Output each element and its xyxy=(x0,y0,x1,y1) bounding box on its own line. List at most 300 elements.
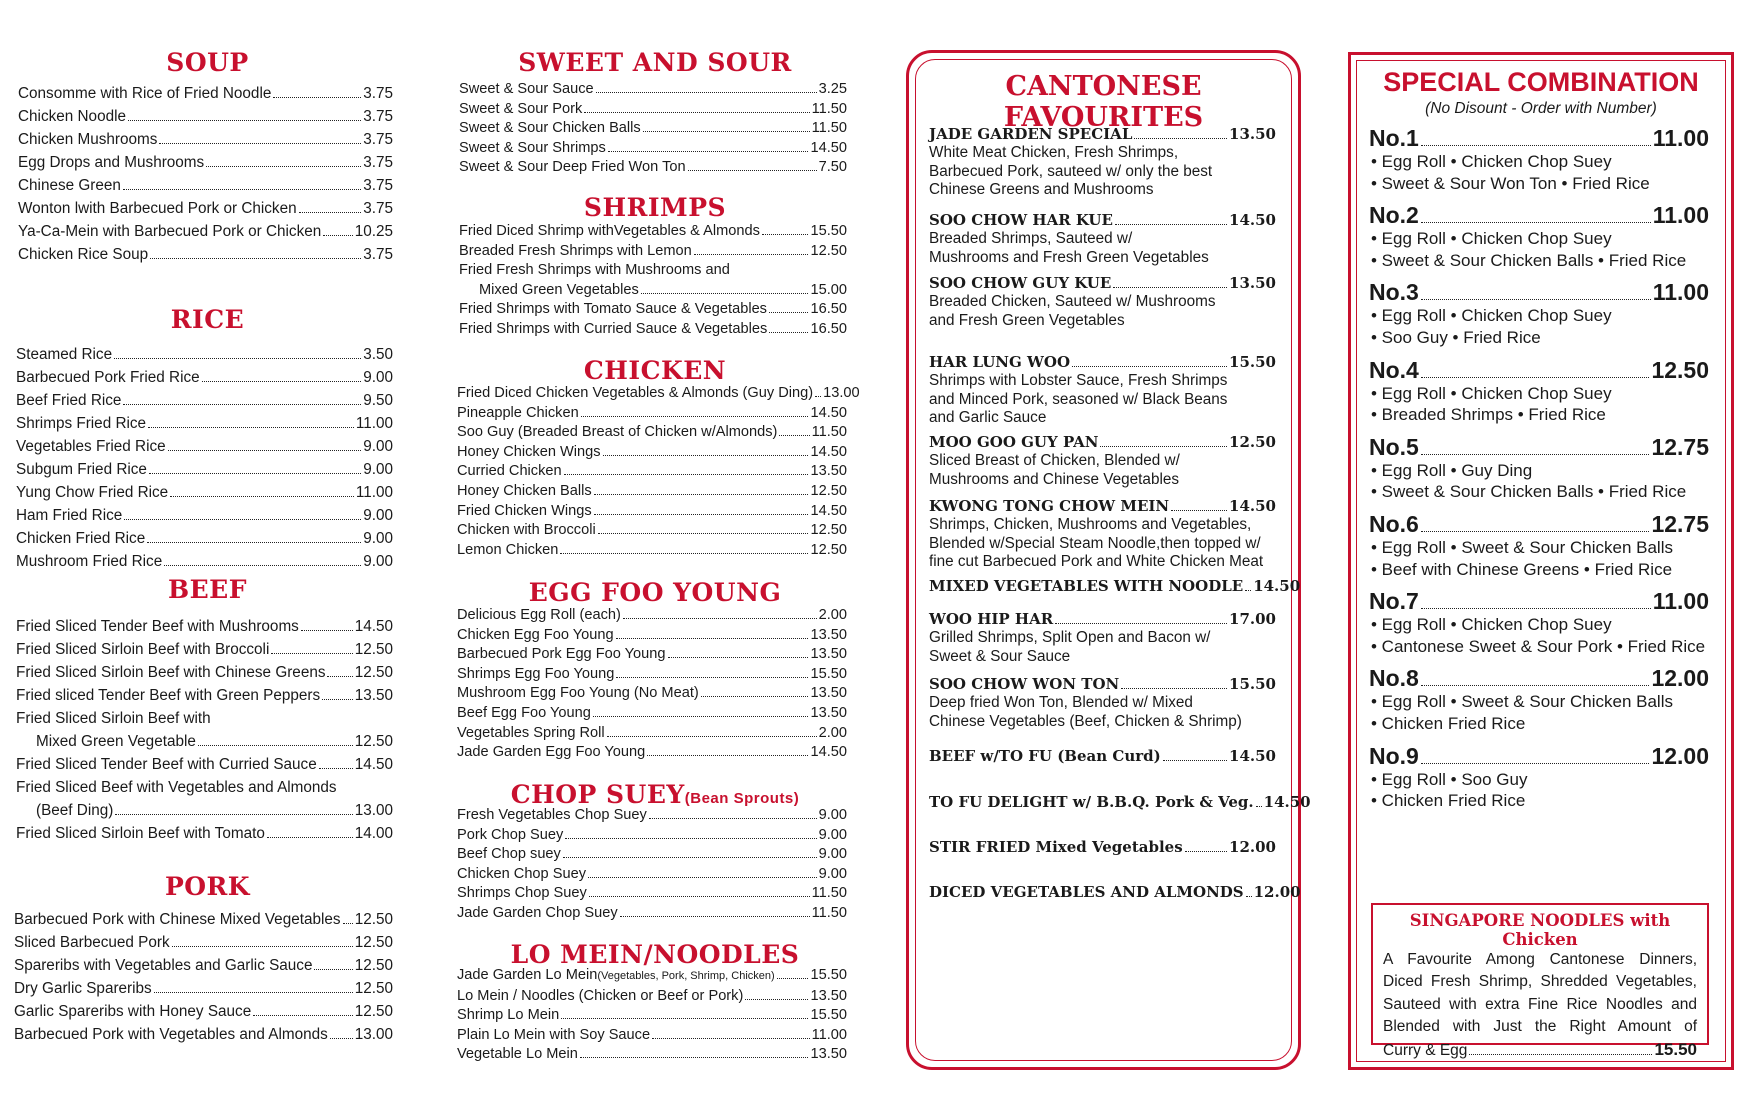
menu-item-price: 13.50 xyxy=(810,463,847,480)
menu-item-name: Ya-Ca-Mein with Barbecued Pork or Chicken xyxy=(18,223,322,240)
cantonese-item-description: Breaded Shrimps, Sauteed w/ xyxy=(929,230,1133,247)
cantonese-item-price: 17.00 xyxy=(1229,610,1276,628)
cantonese-item-description: Grilled Shrimps, Split Open and Bacon w/ xyxy=(929,629,1211,646)
menu-item xyxy=(459,139,847,159)
lo-mein-title: LO MEIN/NOODLES xyxy=(510,940,800,969)
dot-leader xyxy=(202,381,362,382)
dot-leader xyxy=(616,677,808,678)
cantonese-item-name: STIR FRIED Mixed Vegetables xyxy=(929,838,1183,856)
menu-item-name: Sliced Barbecued Pork xyxy=(14,934,170,951)
menu-item-name: Sweet & Sour Shrimps xyxy=(459,139,606,156)
lo-mein-list xyxy=(457,966,847,1065)
cantonese-item-header xyxy=(929,125,1276,144)
menu-item-price: 9.00 xyxy=(363,461,393,478)
dot-leader xyxy=(206,166,361,167)
menu-item-price: 9.00 xyxy=(363,530,393,547)
menu-item-price: 16.50 xyxy=(810,320,847,337)
menu-item xyxy=(14,954,393,977)
menu-item-name: Ham Fried Rice xyxy=(16,507,123,524)
menu-item-price: 9.00 xyxy=(363,507,393,524)
cantonese-item-price: 15.50 xyxy=(1229,675,1276,693)
menu-item-price: 11.00 xyxy=(811,1026,847,1043)
dot-leader xyxy=(623,618,817,619)
menu-item xyxy=(459,242,847,262)
menu-item-price: 14.50 xyxy=(354,756,393,773)
dot-leader xyxy=(561,1018,808,1019)
menu-item-price: 11.50 xyxy=(811,100,847,117)
menu-item-name: Fried Sliced Tender Beef with Curried Sauce xyxy=(16,756,317,773)
menu-item xyxy=(18,174,393,197)
shrimps-title: SHRIMPS xyxy=(583,193,727,222)
dot-leader xyxy=(114,358,361,359)
singapore-description-line: A Favourite Among Cantonese Dinners, xyxy=(1383,951,1697,968)
combo-number: No.3 xyxy=(1369,279,1419,306)
menu-item-name: Egg Drops and Mushrooms xyxy=(18,154,205,171)
menu-item-name: Jade Garden Lo Mein xyxy=(457,967,598,983)
dot-leader xyxy=(620,916,810,917)
cantonese-item xyxy=(929,497,1276,572)
menu-item xyxy=(459,80,847,100)
dot-leader xyxy=(301,630,353,631)
menu-item-price: 13.50 xyxy=(810,685,847,702)
cantonese-item-description: Shrimps with Lobster Sauce, Fresh Shrimps xyxy=(929,372,1228,389)
menu-item-name: Soo Guy (Breaded Breast of Chicken w/Almonds) xyxy=(457,424,778,441)
menu-item-name: Garlic Spareribs with Honey Sauce xyxy=(14,1003,252,1020)
menu-item-name: Pork Chop Suey xyxy=(457,826,564,843)
dot-leader xyxy=(164,565,361,566)
menu-item xyxy=(16,504,393,527)
menu-item-price: 12.50 xyxy=(354,980,393,997)
menu-item-price: 3.75 xyxy=(363,131,393,148)
menu-item-price: 14.50 xyxy=(810,744,847,761)
dot-leader xyxy=(168,450,362,451)
menu-item-price: 16.50 xyxy=(810,301,847,318)
combo-line: • Cantonese Sweet & Sour Pork • Fried Rice xyxy=(1371,636,1706,656)
rice-list xyxy=(16,343,393,573)
menu-item-name: Barbecued Pork with Vegetables and Almonds xyxy=(14,1026,328,1043)
dot-leader xyxy=(1163,760,1227,761)
cantonese-item-description: Blended w/Special Steam Noodle,then topped w/ xyxy=(929,534,1261,552)
dot-leader xyxy=(1421,377,1650,378)
menu-item xyxy=(457,826,847,846)
menu-item-name: Chinese Green xyxy=(18,177,121,194)
menu-item-price: 13.50 xyxy=(810,646,847,663)
menu-item-name: Mushroom Fried Rice xyxy=(16,553,163,570)
menu-item-price: 12.50 xyxy=(354,733,393,750)
combo-item xyxy=(1369,743,1709,812)
menu-item-price: 9.00 xyxy=(818,865,847,882)
combo-price: 12.75 xyxy=(1651,433,1709,460)
menu-item-price: 9.00 xyxy=(818,846,847,863)
dot-leader xyxy=(123,189,361,190)
special-title: SPECIAL COMBINATION xyxy=(1383,67,1699,97)
combo-header xyxy=(1369,125,1709,151)
menu-item xyxy=(16,661,393,684)
cantonese-item-description: Shrimps, Chicken, Mushrooms and Vegetables, xyxy=(929,516,1252,533)
menu-item-line: Fried Sliced Sirloin Beef with xyxy=(16,710,211,727)
singapore-price: 15.50 xyxy=(1654,1039,1697,1059)
cantonese-panel xyxy=(906,50,1311,1070)
dot-leader xyxy=(1421,299,1651,300)
menu-item xyxy=(457,423,847,443)
cantonese-item-price: 13.50 xyxy=(1229,274,1276,292)
combo-line: • Chicken Fried Rice xyxy=(1371,791,1526,811)
menu-item xyxy=(14,908,393,931)
dot-leader xyxy=(314,969,352,970)
cantonese-item-name: DICED VEGETABLES AND ALMONDS xyxy=(929,883,1244,901)
singapore-price-row xyxy=(1383,1039,1697,1062)
menu-item-name: Chicken Chop Suey xyxy=(457,865,586,882)
dot-leader xyxy=(1256,806,1262,807)
menu-item-name: Fried Shrimps with Curried Sauce & Vegetables xyxy=(459,320,768,337)
menu-item xyxy=(457,865,847,885)
menu-item xyxy=(457,1026,847,1046)
menu-item-price: 9.00 xyxy=(818,826,847,843)
menu-item-note: (Vegetables, Pork, Shrimp, Chicken) xyxy=(597,970,775,982)
cantonese-item xyxy=(929,433,1276,489)
cantonese-item-name: MOO GOO GUY PAN xyxy=(929,433,1099,451)
cantonese-item-price: 15.50 xyxy=(1229,353,1276,371)
combo-line: • Egg Roll • Guy Ding xyxy=(1371,460,1533,480)
singapore-noodles-box xyxy=(1371,903,1709,1059)
cantonese-item-description: Chinese Greens and Mushrooms xyxy=(929,181,1154,199)
menu-item xyxy=(16,435,393,458)
beef-title: BEEF xyxy=(168,575,247,604)
menu-item-name: (Beef Ding) xyxy=(36,802,114,819)
dot-leader xyxy=(668,657,809,658)
dot-leader xyxy=(593,716,809,717)
combo-price: 11.00 xyxy=(1652,279,1709,306)
menu-item-name: Shrimp Lo Mein xyxy=(457,1007,560,1024)
menu-item xyxy=(457,806,847,826)
menu-item-price: 9.50 xyxy=(363,392,393,409)
cantonese-item-price: 13.50 xyxy=(1229,125,1276,143)
menu-item xyxy=(18,105,393,128)
dot-leader xyxy=(779,435,809,436)
menu-item-price: 11.50 xyxy=(811,904,847,921)
menu-item-name: Wonton lwith Barbecued Pork or Chicken xyxy=(18,200,297,217)
chicken-list xyxy=(457,384,860,560)
special-subtitle: (No Disount - Order with Number) xyxy=(1425,100,1657,117)
menu-item-price: 11.00 xyxy=(355,415,393,432)
cantonese-item-header xyxy=(929,793,1311,812)
cantonese-item-header xyxy=(929,747,1276,766)
menu-item xyxy=(457,743,847,763)
combo-price: 11.00 xyxy=(1652,125,1709,151)
menu-item xyxy=(457,645,847,665)
menu-item-price: 15.50 xyxy=(810,223,847,239)
cantonese-item-price: 12.00 xyxy=(1253,883,1301,901)
cantonese-item xyxy=(929,274,1276,330)
menu-item-name: Fried Sliced Sirloin Beef with Broccoli xyxy=(16,641,270,658)
menu-item xyxy=(459,281,847,301)
menu-item-name: Chicken Rice Soup xyxy=(18,246,149,263)
dot-leader xyxy=(745,999,808,1000)
menu-item-price: 12.50 xyxy=(354,1003,393,1020)
menu-item-name: Steamed Rice xyxy=(16,346,113,363)
combo-number: No.6 xyxy=(1369,511,1419,537)
menu-item xyxy=(16,527,393,550)
cantonese-item-description: Mushrooms and Chinese Vegetables xyxy=(929,470,1180,488)
menu-item xyxy=(457,541,847,561)
menu-item xyxy=(18,220,393,243)
dot-leader xyxy=(1171,510,1227,511)
menu-item xyxy=(16,799,393,822)
menu-item-name: Chicken Noodle xyxy=(18,108,126,125)
dot-leader xyxy=(1115,224,1227,225)
combo-line: • Egg Roll • Chicken Chop Suey xyxy=(1371,383,1612,403)
menu-item-name: Vegetable Lo Mein xyxy=(457,1046,578,1063)
dot-leader xyxy=(649,818,817,819)
menu-item-name: Vegetables Spring Roll xyxy=(457,724,605,741)
menu-item-name: Fresh Vegetables Chop Suey xyxy=(457,807,647,823)
combo-line: • Egg Roll • Sweet & Sour Chicken Balls xyxy=(1371,538,1673,557)
combo-line: • Beef with Chinese Greens • Fried Rice xyxy=(1371,559,1673,579)
menu-item-price: 14.00 xyxy=(354,825,393,842)
dot-leader xyxy=(149,473,361,474)
singapore-title: SINGAPORE NOODLES with Chicken xyxy=(1409,911,1671,949)
combo-price: 12.00 xyxy=(1651,742,1709,769)
menu-item-name: Honey Chicken Balls xyxy=(457,482,592,499)
menu-item xyxy=(459,119,847,139)
dot-leader xyxy=(598,533,809,534)
combo-number: No.9 xyxy=(1369,742,1419,769)
menu-item-price: 12.50 xyxy=(810,242,847,259)
menu-item-price: 12.50 xyxy=(810,482,847,499)
menu-item xyxy=(457,987,847,1007)
dot-leader xyxy=(616,638,809,639)
menu-item-name: Barbecued Pork Fried Rice xyxy=(16,369,200,386)
cantonese-item-price: 14.50 xyxy=(1253,577,1301,595)
menu-item-price: 9.00 xyxy=(818,807,847,823)
cantonese-item-name: SOO CHOW WON TON xyxy=(929,675,1120,693)
cantonese-item xyxy=(929,610,1276,666)
menu-item-name: Fried Shrimps with Tomato Sauce & Vegetables xyxy=(459,301,767,318)
combo-price: 11.00 xyxy=(1652,202,1709,229)
chop-suey-list xyxy=(457,806,847,924)
menu-item-name: Fried Chicken Wings xyxy=(457,502,592,519)
menu-item xyxy=(14,1000,393,1023)
menu-item-price: 12.50 xyxy=(354,911,393,928)
cantonese-item xyxy=(929,793,1311,812)
combo-item xyxy=(1369,511,1709,580)
dot-leader xyxy=(159,143,361,144)
menu-item-price: 9.00 xyxy=(363,438,393,455)
cantonese-item xyxy=(929,675,1276,731)
cantonese-item-name: MIXED VEGETABLES WITH NOODLE xyxy=(929,577,1244,595)
menu-item-price: 3.75 xyxy=(363,85,393,102)
cantonese-item-name: SOO CHOW HAR KUE xyxy=(929,211,1113,229)
cantonese-item-description: and Fresh Green Vegetables xyxy=(929,311,1125,329)
dot-leader xyxy=(322,699,353,700)
menu-item xyxy=(16,822,393,845)
menu-item-price: 15.00 xyxy=(810,281,847,298)
combo-number: No.1 xyxy=(1369,125,1419,151)
menu-item-name: Curried Chicken xyxy=(457,463,562,480)
menu-item-name: Consomme with Rice of Fried Noodle xyxy=(18,85,272,102)
menu-item-price: 12.50 xyxy=(354,957,393,974)
menu-item-name: Chicken Mushrooms xyxy=(18,131,158,148)
menu-item xyxy=(459,320,847,340)
menu-item-price: 15.50 xyxy=(810,967,847,983)
pork-title: PORK xyxy=(164,872,251,901)
dot-leader xyxy=(128,120,361,121)
menu-item-name: Chicken with Broccoli xyxy=(457,522,596,539)
dot-leader xyxy=(150,258,361,259)
menu-item-name: Beef Chop suey xyxy=(457,846,561,863)
dot-leader xyxy=(652,1038,809,1039)
menu-item-name: Shrimps Chop Suey xyxy=(457,885,587,902)
menu-item xyxy=(18,151,393,174)
dot-leader xyxy=(769,312,808,313)
menu-item xyxy=(457,462,847,482)
dot-leader xyxy=(701,696,809,697)
combo-header xyxy=(1369,665,1709,691)
menu-item-name: Fried Diced Shrimp withVegetables & Almonds xyxy=(459,223,760,239)
menu-item-price: 11.00 xyxy=(355,484,393,501)
combo-header xyxy=(1369,588,1709,614)
menu-item xyxy=(457,704,847,724)
combo-item xyxy=(1369,279,1709,348)
menu-item-price: 13.00 xyxy=(354,1026,393,1043)
cantonese-item-header xyxy=(929,577,1301,596)
menu-item-price: 14.50 xyxy=(810,139,847,156)
menu-item xyxy=(16,753,393,776)
menu-item-price: 13.00 xyxy=(354,802,393,819)
menu-item-name: Honey Chicken Wings xyxy=(457,443,601,460)
combo-line: • Egg Roll • Chicken Chop Suey xyxy=(1371,152,1612,171)
menu-item xyxy=(457,665,847,685)
menu-item xyxy=(457,521,847,541)
combo-header xyxy=(1369,434,1709,460)
cantonese-item xyxy=(929,125,1276,200)
menu-item xyxy=(459,100,847,120)
cantonese-item-description: White Meat Chicken, Fresh Shrimps, xyxy=(929,144,1179,161)
dot-leader xyxy=(1072,366,1227,367)
combo-item xyxy=(1369,588,1709,657)
cantonese-item-description: Barbecued Pork, sauteed w/ only the best xyxy=(929,162,1213,180)
menu-item xyxy=(16,412,393,435)
menu-item xyxy=(457,502,847,522)
dot-leader xyxy=(1185,851,1227,852)
menu-item-line: Fried Sliced Beef with Vegetables and Almonds xyxy=(16,779,337,796)
combo-line: • Egg Roll • Chicken Chop Suey xyxy=(1371,306,1612,326)
sweet-sour-title: SWEET AND SOUR xyxy=(518,48,792,77)
menu-item-name: Sweet & Sour Pork xyxy=(459,100,583,117)
cantonese-item-price: 12.50 xyxy=(1229,433,1276,451)
menu-item-price: 14.50 xyxy=(810,404,847,421)
combo-number: No.8 xyxy=(1369,665,1419,692)
menu-item xyxy=(459,158,847,178)
menu-item xyxy=(16,343,393,366)
dot-leader xyxy=(1469,1054,1652,1055)
rice-title: RICE xyxy=(170,305,245,334)
shrimps-list xyxy=(459,222,847,340)
combo-line: • Sweet & Sour Won Ton • Fried Rice xyxy=(1371,173,1650,193)
menu-item-price: 3.75 xyxy=(363,177,393,194)
cantonese-item-price: 14.50 xyxy=(1229,747,1276,765)
menu-item xyxy=(16,615,393,638)
cantonese-item-header xyxy=(929,838,1276,857)
dot-leader xyxy=(170,496,354,497)
combo-line: • Egg Roll • Chicken Chop Suey xyxy=(1371,229,1612,249)
menu-item-name: Barbecued Pork with Chinese Mixed Vegetables xyxy=(14,911,341,928)
chop-suey-subtitle: (Bean Sprouts) xyxy=(684,790,800,807)
menu-item xyxy=(16,389,393,412)
menu-item-name: Jade Garden Egg Foo Young xyxy=(457,744,646,761)
cantonese-item-header xyxy=(929,497,1276,516)
dot-leader xyxy=(1121,688,1227,689)
menu-item-name: Spareribs with Vegetables and Garlic Sauce xyxy=(14,957,313,974)
menu-item-name: Plain Lo Mein with Soy Sauce xyxy=(457,1026,651,1043)
singapore-description-line: Diced Fresh Shrimp, Shredded Vegetables, xyxy=(1383,973,1697,991)
menu-item-name: Lo Mein / Noodles (Chicken or Beef or Pork) xyxy=(457,987,744,1004)
menu-item xyxy=(16,366,393,389)
combo-header xyxy=(1369,357,1709,383)
menu-item-price: 3.75 xyxy=(363,154,393,171)
dot-leader xyxy=(1421,685,1650,686)
dot-leader xyxy=(1134,138,1227,139)
menu-item-name: Sweet & Sour Deep Fried Won Ton xyxy=(459,159,686,176)
cantonese-item-price: 14.50 xyxy=(1229,497,1276,515)
menu-item-price: 13.50 xyxy=(810,704,847,721)
cantonese-item-name: BEEF w/TO FU (Bean Curd) xyxy=(929,747,1161,765)
menu-item-name: Sweet & Sour Sauce xyxy=(459,81,594,97)
dot-leader xyxy=(327,676,352,677)
menu-item-name: Chicken Fried Rice xyxy=(16,530,146,547)
dot-leader xyxy=(1421,145,1651,146)
combo-line: • Soo Guy • Fried Rice xyxy=(1371,327,1541,347)
menu-item xyxy=(457,904,847,924)
menu-item-price: 14.50 xyxy=(810,443,847,460)
dot-leader xyxy=(643,131,810,132)
menu-item-price: 15.50 xyxy=(810,1007,847,1024)
combo-item xyxy=(1369,665,1709,734)
dot-leader xyxy=(769,332,808,333)
combo-price: 11.00 xyxy=(1652,588,1709,615)
menu-item-price: 2.00 xyxy=(818,724,847,741)
menu-item xyxy=(457,626,847,646)
singapore-last-line: Curry & Egg xyxy=(1383,1041,1468,1059)
combo-price: 12.75 xyxy=(1651,511,1709,537)
dot-leader xyxy=(273,97,361,98)
cantonese-item-header xyxy=(929,274,1276,293)
menu-item xyxy=(14,977,393,1000)
dot-leader xyxy=(148,427,354,428)
dot-leader xyxy=(343,923,353,924)
menu-item-price: 12.50 xyxy=(354,641,393,658)
dot-leader xyxy=(584,112,809,113)
dot-leader xyxy=(580,1057,809,1058)
menu-item-name: Fried Sliced Sirloin Beef with Chinese Greens xyxy=(16,664,326,681)
menu-item-name: Breaded Fresh Shrimps with Lemon xyxy=(459,242,692,259)
menu-item-name: Jade Garden Chop Suey xyxy=(457,904,618,921)
dot-leader xyxy=(198,745,353,746)
menu-item-name: Sweet & Sour Chicken Balls xyxy=(459,120,641,137)
combo-header xyxy=(1369,202,1709,228)
combo-item xyxy=(1369,434,1709,503)
cantonese-item xyxy=(929,353,1276,428)
menu-item-name: Mixed Green Vegetable xyxy=(36,733,196,750)
dot-leader xyxy=(1421,222,1651,223)
combo-price: 12.50 xyxy=(1651,356,1709,383)
menu-item-price: 13.50 xyxy=(810,987,847,1004)
menu-item xyxy=(457,384,860,404)
dot-leader xyxy=(330,1038,353,1039)
menu-item xyxy=(16,458,393,481)
cantonese-item-description: fine cut Barbecued Pork and White Chicken Meat xyxy=(929,553,1264,571)
cantonese-item-price: 14.50 xyxy=(1229,211,1276,229)
